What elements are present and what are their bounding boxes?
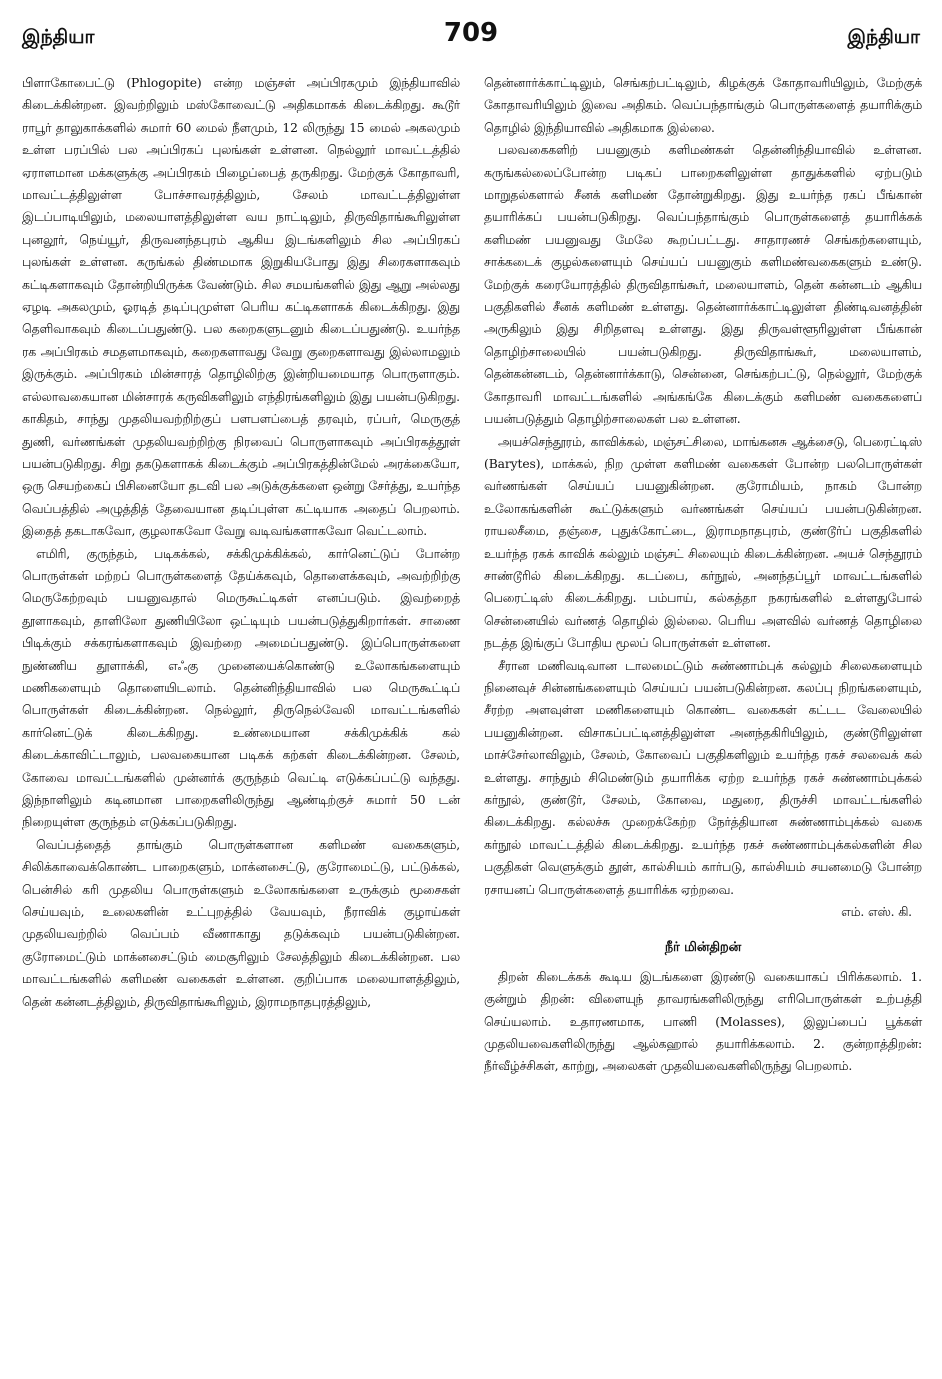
page-header	[22, 18, 920, 62]
author-signature: எம். எஸ். கி.	[841, 905, 912, 920]
section-heading: நீர் மின்திறன்	[664, 940, 742, 956]
left-column	[22, 72, 460, 1013]
paragraph-refractories: வெப்பத்தைத் தாங்கும் பொருள்களான களிமண் வகைகளும், சிலிக்காவைக்கொண்ட பாறைகளும், மாக்னசைட்டு, குரோமைட்டு, பட்டுக்கல், பென்சில் கரி முதலிய பொருள்களும் உலோகங்களை உருக்கும் மூசைகள் செய்யவும், உலைகளின் உட்புறத்தில் வேயவும், நீராவிக் குழாய்கள் முதலியவற்றில் வெப்பம் வீணாகாது தடுக்கவும் பயன்படுகின்றன. குரோமைட்டும் மாக்னசைட்டும் மைசூரிலும் சேலத்திலும் கிடைக்கின்றன. பல மாவட்டங்களில் களிமண் வகைகள் உள்ளன. குறிப்பாக மலையாளத்திலும், தென் கன்னடத்திலும், திருவிதாங்கூரிலும், இராமநாதபுரத்திலும்,	[22, 837, 460, 1009]
paragraph-refractories-cont: தென்னார்க்காட்டிலும், செங்கற்பட்டிலும், கிழக்குக் கோதாவரியிலும், மேற்குக் கோதாவரியிலும் இவை அதிகம். வெப்பந்தாங்கும் பொருள்களைத் தயாரிக்கும் தொழில் இந்தியாவில் அதிகமாக இல்லை.	[484, 76, 922, 135]
header-left-title: இந்தியா	[22, 26, 95, 48]
right-column	[484, 72, 922, 1078]
paragraph-limestone: சீரான மணிவடிவான டாலமைட்டும் சுண்ணாம்புக் கல்லும் சிலைகளையும் நினைவுச் சின்னங்களையும் செய்யப் பயன்படுகின்றன. கலப்பு நிறங்களையும், சீரற்ற அளவுள்ள மணிகளையும் கொண்ட வகைகள் கட்டட வேலையில் பயனுகின்றன. விசாகப்பட்டினத்திலுள்ள அனந்தகிரியிலும், குண்டூரிலுள்ள மாச்சேர்லாவிலும், சேலம், கோவைப் பகுதிகளிலும் உயர்ந்த ரகச் சலவைக் கல் உள்ளது. சாந்தும் சிமெண்டும் தயாரிக்க ஏற்ற உயர்ந்த ரகச் சுண்ணாம்புக்கல் கர்நூல், குண்டூர், சேலம், கோவை, மதுரை, திருச்சி மாவட்டங்களில் கிடைக்கிறது. கல்லச்சு முறைக்கேற்ற நேர்த்தியான சுண்ணாம்புக்கல் வகை கர்நூல் மாவட்டத்தில் கிடைக்கிறது. உயர்ந்த ரகச் சுண்ணாம்புக்கல்களின் சில பகுதிகள் வெளுக்கும் தூள், கால்சியம் கார்படு, கால்சியம் சயனமைடு போன்ற ரசாயனப் பொருள்களைத் தயாரிக்க ஏற்றவை.	[484, 658, 922, 897]
paragraph-abrasives: எமிரி, குருந்தம், படிகக்கல், சக்கிமுக்கிக்கல், கார்னெட்டுப் போன்ற பொருள்கள் மற்றப் பொருள்களைத் தேய்க்கவும், தொளைக்கவும், அவற்றிற்கு மெருகேற்றவும் பயனுவதால் மெருகூட்டிகள் எனப்படும். இவற்றைத் தூளாகவும், தாளிலோ துணியிலோ ஒட்டியும் பயன்படுத்துகிறார்கள். சாணை பிடிக்கும் சக்கரங்களாகவும் இவற்றை அமைப்பதுண்டு. இப்பொருள்களை நுண்ணிய தூளாக்கி, எஃகு முனையைக்கொண்டு உலோகங்களையும் மணிகளையும் தொளையிடலாம். தென்னிந்தியாவில் பல மெருகூட்டிப் பொருள்கள் கிடைக்கின்றன. நெல்லூர், திருநெல்வேலி மாவட்டங்களில் கார்னெட்டுக் கிடைக்கிறது. உண்மையான சக்கிமுக்கிக் கல் கிடைக்காவிட்டாலும், பலவகையான படிகக் கற்கள் கிடைக்கின்றன. சேலம், கோவை மாவட்டங்களில் முன்னர்க் குருந்தம் வெட்டி எடுக்கப்பட்டு வந்தது. இந்நாளிலும் கடினமான பாறைகளிலிருந்து ஆண்டிற்குச் சுமார் 50 டன் நிறையுள்ள குருந்தம் எடுக்கப்படுகிறது.	[22, 546, 460, 830]
paragraph-mica: பிளாகோபைட்டு (Phlogopite) என்ற மஞ்சள் அப்பிரகமும் இந்தியாவில் கிடைக்கின்றன. இவற்றிலும் மஸ்கோவைட்டு அதிகமாகக் கிடைக்கிறது. கூடூர் ராபூர் தாலுகாக்களில் சுமார் 60 மைல் நீளமும், 12 லிருந்து 15 மைல் அகலமும் உள்ள பரப்பில் பல அப்பிரகப் புலங்கள் உள்ளன. நெல்லூர் மாவட்டத்தில் ஏராளமான மக்களுக்கு அப்பிரகம் பிழைப்பைத் தருகிறது. மேற்குக் கோதாவரி, மாவட்டத்திலுள்ள போச்சாவரத்திலும், சேலம் மாவட்டத்திலுள்ள இடப்பாடியிலும், மலையாளத்திலுள்ள வய நாட்டிலும், திருவிதாங்கூரிலுள்ள புனலூர், நெய்யூர், திருவனந்தபுரம் ஆகிய இடங்களிலும் சில அப்பிரகப் புலங்கள் உள்ளன. கருங்கல் திண்மமாக இறுகியபோது இது சிரைகளாகவும் கட்டிகளாகவும் தோன்றியிருக்க வேண்டும். சில சமயங்களில் இது ஆறு அல்லது ஏழடி அகலமும், ஓரடித் தடிப்புமுள்ள பெரிய கட்டிகளாகக் கிடைக்கிறது. இது தெளிவாகவும் கிடைப்பதுண்டு. பல கறைகளுடனும் கிடைப்பதுண்டு. உயர்ந்த ரக அப்பிரகம் சமதளமாகவும், கறைகளாவது வேறு குறைகளாவது இல்லாமலும் இருக்கும். அப்பிரகம் மின்சாரத் தொழிலிற்கு இன்றியமையாத பொருளாகும். எல்லாவகையான மின்சாரக் கருவிகளிலும் எந்திரங்களிலும் இது பயன்படுகிறது. காகிதம், சாந்து முதலியவற்றிற்குப் பளபளப்பைத் தரவும், ரப்பர், மெருகுத் துணி, வர்ணங்கள் முதலியவற்றிற்கு நிரவைப் பொருளாகவும் அப்பிரகத்தூள் பயன்படுகிறது. சிறு தகடுகளாகக் கிடைக்கும் அப்பிரகத்தின்மேல் அரக்கையோ, ஒரு செயற்கைப் பிசினையோ தடவி பல அடுக்குக்களை ஒன்று சேர்த்து, உயர்ந்த வெப்பத்தில் அழுத்தித் தேவையான தடிப்புள்ள கட்டியாக அதைப் பெறலாம். இதைத் தகடாகவோ, குழலாகவோ வேறு வடிவங்களாகவோ வெட்டலாம்.	[22, 76, 460, 539]
paragraph-pigments: அயச்செந்தூரம், காவிக்கல், மஞ்சட்சிலை, மாங்கனசு ஆக்சைடு, பெரைட்டிஸ் (Barytes), மாக்கல், நிற முள்ள களிமண் வகைகள் போன்ற பலபொருள்கள் வர்ணங்கள் செய்யப் பயனுகின்றன. குரோமியம், நாகம் போன்ற உலோகங்களின் கூட்டுக்களும் வர்ணங்கள் செய்யப் பயன்படுகின்றன. ராயலசீமை, தஞ்சை, புதுக்கோட்டை, இராமநாதபுரம், குண்டூர்ப் பகுதிகளில் உயர்ந்த ரகக் காவிக் கல்லும் மஞ்சட் சிலையும் கிடைக்கின்றன. அயச் செந்தூரம் சாண்டூரில் கிடைக்கிறது. கடப்பை, கர்நூல், அனந்தப்பூர் மாவட்டங்களில் பெரைட்டிஸ் கிடைக்கிறது. பம்பாய், கல்கத்தா நகரங்களில் உள்ளதுபோல் சென்னையில் வர்ணத் தொழில் இல்லை. பெரிய அளவில் வர்ணத் தொழிலை நடத்த இங்குப் போதிய மூலப் பொருள்கள் உள்ளன.	[484, 434, 922, 651]
paragraph-clays: பலவகைகளிற் பயனுகும் களிமண்கள் தென்னிந்தியாவில் உள்ளன. கருங்கல்லைப்போன்ற படிகப் பாறைகளிலுள்ள தாதுக்களில் ஏற்படும் மாறுதல்களால் சீனக் களிமண் தோன்றுகிறது. இது உயர்ந்த ரகப் பீங்கான் தயாரிக்கப் பயன்படுகிறது. வெப்பந்தாங்கும் பொருள்களைத் தயாரிக்கக் களிமண் பயனுவது மேலே கூறப்பட்டது. சாதாரணச் செங்கற்களையும், சாக்கடைக் குழல்களையும் செய்யப் பயனுகும் களிமண்வகைகளும் உண்டு. மேற்குக் கரையோரத்தில் திருவிதாங்கூர், மலையாளம், தென் கன்னடம் ஆகிய பகுதிகளில் சீனக் களிமண் உள்ளது. தென்னார்க்காட்டிலுள்ள திண்டிவனத்தின் அருகிலும் இது சிறிதளவு உள்ளது. இது திருவள்ளூரிலுள்ள பீங்கான் தொழிற்சாலையில் பயன்படுகிறது. திருவிதாங்கூர், மலையாளம், தென்கன்னடம், தென்னார்க்காடு, சென்னை, செங்கற்பட்டு, நெல்லூர், மேற்குக் கோதாவரி மாவட்டங்களில் அங்கங்கே கிடைக்கும் களிமண் வகைகளைப் பயன்படுத்தும் தொழிற்சாலைகள் பல உள்ளன.	[484, 143, 922, 427]
header-right-title: இந்தியா	[847, 26, 920, 48]
page-number: 709	[443, 18, 499, 48]
paragraph-power: திறன் கிடைக்கக் கூடிய இடங்களை இரண்டு வகையாகப் பிரிக்கலாம். 1. குன்றும் திறன்: விளையுந் தாவரங்களிலிருந்து எரிபொருள்கள் உற்பத்தி செய்யலாம். உதாரணமாக, பாணி (Molasses), இலுப்பைப் பூக்கள் முதலியவைகளிலிருந்து ஆல்கஹால் தயாரிக்கலாம். 2. குன்றாத்திறன்: நீர்வீழ்ச்சிகள், காற்று, அலைகள் முதலியவைகளிலிருந்து பெறலாம்.	[484, 969, 922, 1074]
